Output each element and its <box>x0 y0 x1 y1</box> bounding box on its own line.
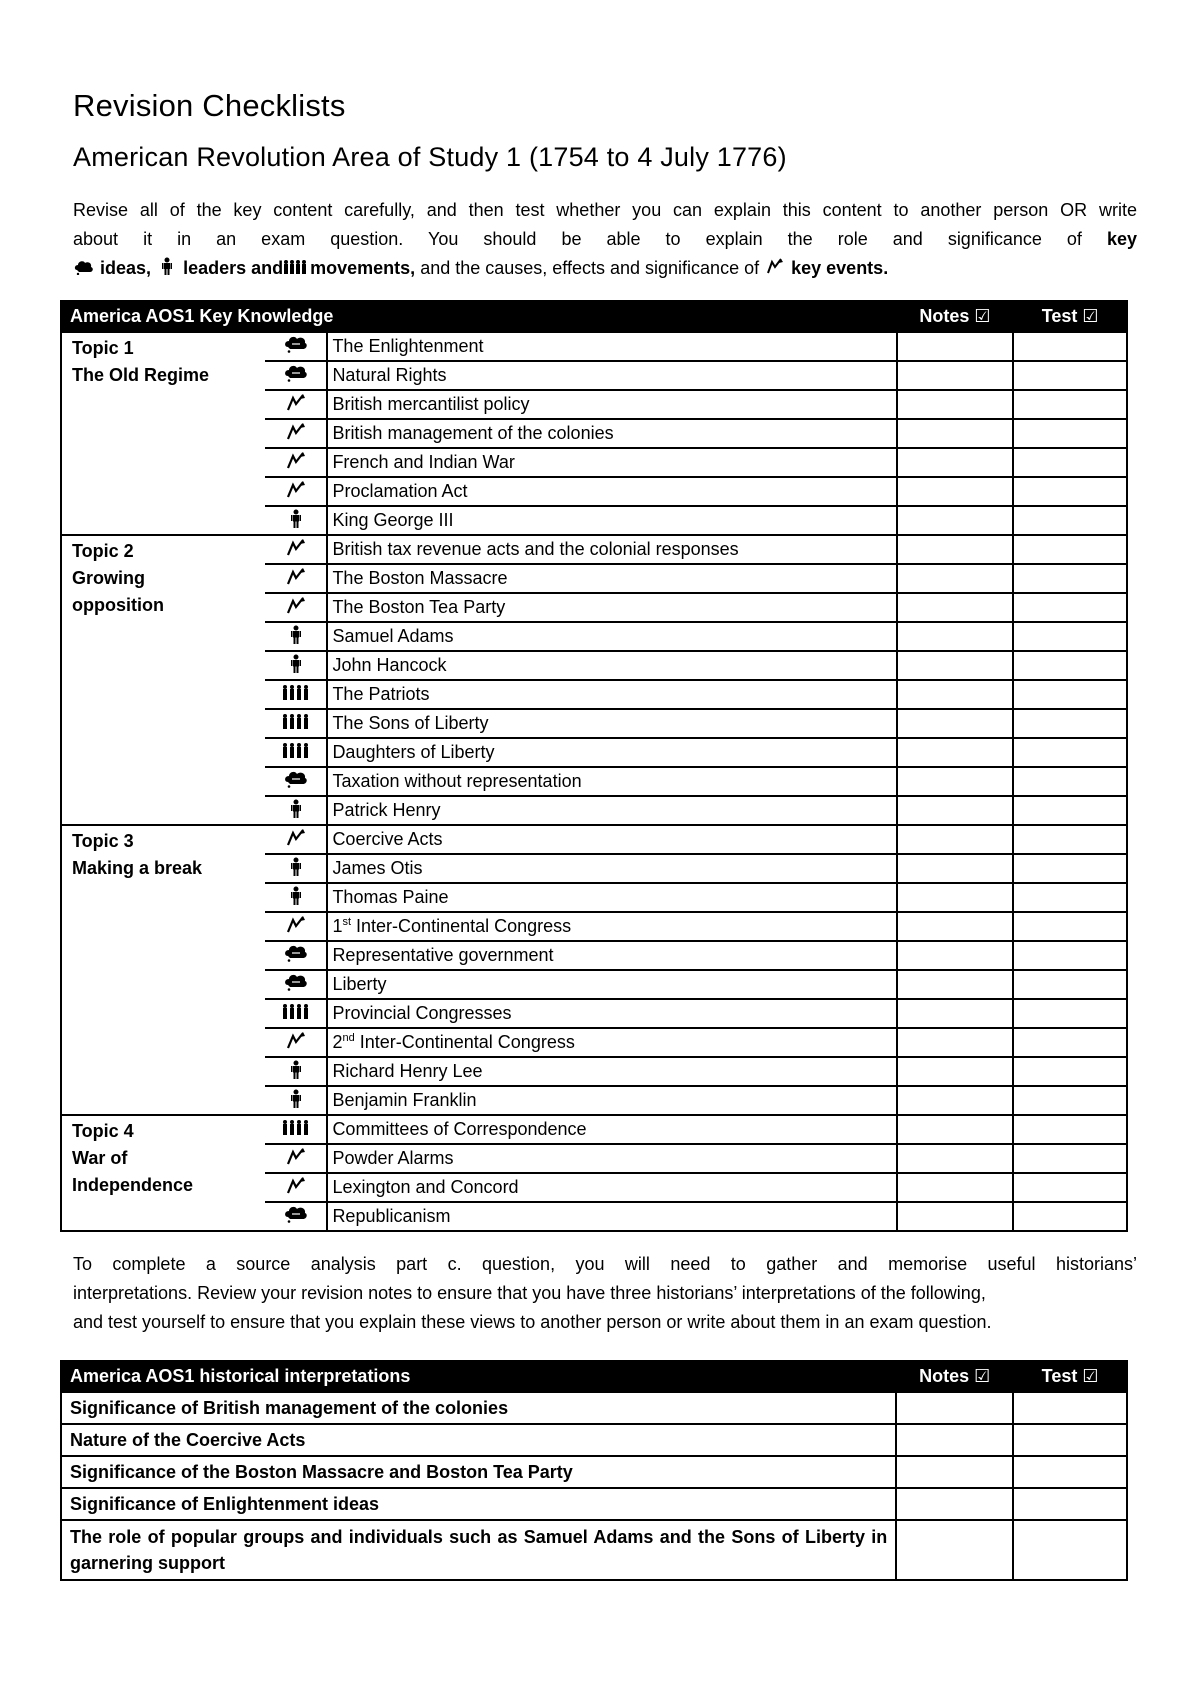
item-text: The Boston Tea Party <box>332 597 506 617</box>
topic-label-line: Topic 1 <box>72 338 134 358</box>
event-icon <box>265 390 328 419</box>
test-checkbox-cell[interactable] <box>1013 1202 1127 1231</box>
item-text: Lexington and Concord <box>332 1177 519 1197</box>
interpretation-item: Significance of Enlightenment ideas <box>61 1488 896 1520</box>
table-row <box>61 332 1127 361</box>
ideas-icon <box>265 1202 328 1231</box>
test-checkbox-cell[interactable] <box>1013 1173 1127 1202</box>
interpretations-body <box>61 1392 1127 1580</box>
leader-icon <box>265 506 328 535</box>
leader-icon <box>265 1086 328 1115</box>
movement-icon <box>265 1115 328 1144</box>
notes-checkbox-cell[interactable] <box>897 593 1014 622</box>
item-ordinal-suffix: st <box>342 916 352 928</box>
checklist-item <box>327 912 896 941</box>
test-header: Test ☑ <box>1013 1361 1127 1392</box>
ideas-icon <box>265 361 328 390</box>
item-text: Richard Henry Lee <box>332 1061 483 1081</box>
notes-checkbox-cell[interactable] <box>896 1456 1013 1488</box>
checklist-item <box>327 390 896 419</box>
key-knowledge-table <box>60 300 1128 1232</box>
table-row <box>61 1520 1127 1580</box>
notes-checkbox-cell[interactable] <box>897 680 1014 709</box>
checklist-item <box>327 767 896 796</box>
notes-checkbox-cell[interactable] <box>897 535 1014 564</box>
notes-checkbox-cell[interactable] <box>897 767 1014 796</box>
event-icon <box>265 912 328 941</box>
item-text: Taxation without representation <box>332 771 582 791</box>
para2-line-3: and test yourself to ensure that you explain these views to another person or write about them in an exam question. <box>73 1312 992 1332</box>
checklist-item <box>327 448 896 477</box>
test-checkbox-cell[interactable] <box>1013 1520 1127 1580</box>
ideas-icon <box>265 941 328 970</box>
notes-checkbox-cell[interactable] <box>897 970 1014 999</box>
test-checkbox-cell[interactable] <box>1013 593 1127 622</box>
checklist-item <box>327 622 896 651</box>
event-icon <box>265 535 328 564</box>
checklist-item <box>327 1028 896 1057</box>
ideas-icon <box>265 332 328 361</box>
test-checkbox-cell[interactable] <box>1013 680 1127 709</box>
topic-label-line: Topic 2 <box>72 541 134 561</box>
item-text: Representative government <box>332 945 554 965</box>
checklist-item <box>327 825 896 854</box>
test-checkbox-cell[interactable] <box>1013 535 1127 564</box>
topic-label-line: The Old Regime <box>72 365 210 385</box>
event-icon <box>265 825 328 854</box>
item-text: British management of the colonies <box>332 423 614 443</box>
notes-checkbox-cell[interactable] <box>897 390 1014 419</box>
table-row <box>61 535 1127 564</box>
leader-icon <box>265 651 328 680</box>
notes-header: Notes ☑ <box>897 301 1014 332</box>
interpretation-item: Nature of the Coercive Acts <box>61 1424 896 1456</box>
item-text: Thomas Paine <box>332 887 449 907</box>
item-text: Benjamin Franklin <box>332 1090 477 1110</box>
interpretation-item: Significance of the Boston Massacre and Boston Tea Party <box>61 1456 896 1488</box>
event-icon <box>265 419 328 448</box>
item-text: French and Indian War <box>332 452 515 472</box>
item-text: Samuel Adams <box>332 626 454 646</box>
item-text: The Sons of Liberty <box>332 713 489 733</box>
table-row <box>61 1392 1127 1424</box>
notes-checkbox-cell[interactable] <box>897 1202 1014 1231</box>
event-icon <box>265 1144 328 1173</box>
notes-checkbox-cell[interactable] <box>897 506 1014 535</box>
table-row <box>61 1115 1127 1144</box>
item-text: Inter-Continental Congress <box>359 1032 575 1052</box>
test-checkbox-cell[interactable] <box>1013 999 1127 1028</box>
ideas-icon <box>265 767 328 796</box>
test-checkbox-cell[interactable] <box>1013 883 1127 912</box>
test-checkbox-cell[interactable] <box>1013 651 1127 680</box>
event-icon <box>265 593 328 622</box>
notes-checkbox-cell[interactable] <box>897 1173 1014 1202</box>
topic-label <box>61 535 265 825</box>
item-text: Committees of Correspondence <box>332 1119 587 1139</box>
test-checkbox-cell[interactable] <box>1013 912 1127 941</box>
test-checkbox-cell[interactable] <box>1013 506 1127 535</box>
checklist-item <box>327 1115 896 1144</box>
item-text: The Boston Massacre <box>332 568 508 588</box>
checklist-item <box>327 1202 896 1231</box>
page-title: Revision Checklists <box>73 88 346 123</box>
test-checkbox-cell[interactable] <box>1013 1144 1127 1173</box>
item-text: Coercive Acts <box>332 829 443 849</box>
intro-line-2: about it in an exam question. You should be able to explain the role and significance of key <box>73 229 1137 249</box>
checklist-item <box>327 506 896 535</box>
notes-checkbox-cell[interactable] <box>897 709 1014 738</box>
intro-paragraph <box>73 196 1137 283</box>
event-icon <box>265 477 328 506</box>
table-row <box>61 1424 1127 1456</box>
checklist-item <box>327 477 896 506</box>
notes-checkbox-cell[interactable] <box>896 1424 1013 1456</box>
movement-icon <box>265 680 328 709</box>
notes-checkbox-cell[interactable] <box>897 477 1014 506</box>
checklist-item <box>327 796 896 825</box>
notes-header: Notes ☑ <box>896 1361 1013 1392</box>
movement-icon <box>265 999 328 1028</box>
checklist-item <box>327 1057 896 1086</box>
item-ordinal-suffix: nd <box>342 1032 355 1044</box>
test-checkbox-cell[interactable] <box>1013 738 1127 767</box>
event-icon <box>265 448 328 477</box>
key-knowledge-body <box>61 332 1127 1231</box>
checklist-item <box>327 419 896 448</box>
notes-checkbox-cell[interactable] <box>897 1086 1014 1115</box>
test-checkbox-cell[interactable] <box>1013 332 1127 361</box>
leader-icon <box>156 255 178 284</box>
item-ordinal: 1 <box>332 916 343 936</box>
item-text: British tax revenue acts and the colonial responses <box>332 539 739 559</box>
test-checkbox-cell[interactable] <box>1013 477 1127 506</box>
movement-icon <box>283 255 305 284</box>
notes-checkbox-cell[interactable] <box>897 332 1014 361</box>
topic-label-line: Independence <box>72 1175 194 1195</box>
checklist-item <box>327 883 896 912</box>
table-row <box>61 1488 1127 1520</box>
item-text: The Patriots <box>332 684 430 704</box>
item-text: Republicanism <box>332 1206 451 1226</box>
event-icon <box>265 564 328 593</box>
checklist-item <box>327 709 896 738</box>
interpretations-table <box>60 1360 1128 1581</box>
test-header: Test ☑ <box>1013 301 1127 332</box>
test-checkbox-cell[interactable] <box>1013 767 1127 796</box>
checklist-item <box>327 970 896 999</box>
test-checkbox-cell[interactable] <box>1013 419 1127 448</box>
test-checkbox-cell[interactable] <box>1013 1086 1127 1115</box>
notes-checkbox-cell[interactable] <box>896 1488 1013 1520</box>
test-checkbox-cell[interactable] <box>1013 709 1127 738</box>
checklist-item <box>327 651 896 680</box>
notes-checkbox-cell[interactable] <box>897 883 1014 912</box>
table-row <box>61 1456 1127 1488</box>
leader-icon <box>265 854 328 883</box>
test-checkbox-cell[interactable] <box>1013 941 1127 970</box>
notes-checkbox-cell[interactable] <box>897 448 1014 477</box>
movement-icon <box>265 738 328 767</box>
item-text: Proclamation Act <box>332 481 468 501</box>
test-checkbox-cell[interactable] <box>1013 1115 1127 1144</box>
checklist-item <box>327 680 896 709</box>
checklist-item <box>327 1086 896 1115</box>
topic-label <box>61 825 265 1115</box>
test-checkbox-cell[interactable] <box>1013 448 1127 477</box>
checklist-item <box>327 738 896 767</box>
checklist-item <box>327 535 896 564</box>
test-checkbox-cell[interactable] <box>1013 1424 1127 1456</box>
leader-icon <box>265 883 328 912</box>
item-ordinal: 2 <box>332 1032 343 1052</box>
checklist-item <box>327 854 896 883</box>
test-checkbox-cell[interactable] <box>1013 1456 1127 1488</box>
item-text: Natural Rights <box>332 365 447 385</box>
notes-checkbox-cell[interactable] <box>896 1392 1013 1424</box>
intro-line-1: Revise all of the key content carefully, and then test whether you can explain this content to another person OR write <box>73 200 1137 220</box>
event-icon <box>265 1028 328 1057</box>
test-checkbox-cell[interactable] <box>1013 854 1127 883</box>
topic-label-line: Making a break <box>72 858 203 878</box>
interpretation-item: Significance of British management of the colonies <box>61 1392 896 1424</box>
movement-icon <box>265 709 328 738</box>
notes-checkbox-cell[interactable] <box>897 912 1014 941</box>
para2-line-1: To complete a source analysis part c. question, you will need to gather and memorise useful historians’ <box>73 1254 1137 1274</box>
test-checkbox-cell[interactable] <box>1013 1028 1127 1057</box>
notes-checkbox-cell[interactable] <box>897 854 1014 883</box>
notes-checkbox-cell[interactable] <box>897 825 1014 854</box>
item-text: Powder Alarms <box>332 1148 454 1168</box>
notes-checkbox-cell[interactable] <box>897 941 1014 970</box>
checklist-item <box>327 1144 896 1173</box>
test-checkbox-cell[interactable] <box>1013 564 1127 593</box>
leader-icon <box>265 1057 328 1086</box>
test-checkbox-cell[interactable] <box>1013 1392 1127 1424</box>
topic-label <box>61 1115 265 1231</box>
checklist-item <box>327 999 896 1028</box>
item-text: Provincial Congresses <box>332 1003 512 1023</box>
notes-checkbox-cell[interactable] <box>897 796 1014 825</box>
notes-checkbox-cell[interactable] <box>897 651 1014 680</box>
checklist-item <box>327 941 896 970</box>
checklist-item <box>327 332 896 361</box>
topic-label-line: Topic 4 <box>72 1121 134 1141</box>
interpretations-header: America AOS1 historical interpretations <box>61 1361 896 1392</box>
item-text: King George III <box>332 510 454 530</box>
table-row <box>61 825 1127 854</box>
notes-checkbox-cell[interactable] <box>897 622 1014 651</box>
test-checkbox-cell[interactable] <box>1013 390 1127 419</box>
checklist-item <box>327 564 896 593</box>
item-text: The Enlightenment <box>332 336 484 356</box>
item-text: Patrick Henry <box>332 800 441 820</box>
intro-line-3: ideas, leaders and movements, and the causes, effects and significance of key events. <box>73 254 1137 283</box>
notes-checkbox-cell[interactable] <box>897 419 1014 448</box>
topic-label-line: Topic 3 <box>72 831 134 851</box>
notes-checkbox-cell[interactable] <box>897 361 1014 390</box>
interpretations-header-row <box>61 1361 1127 1392</box>
item-text: Liberty <box>332 974 387 994</box>
test-checkbox-cell[interactable] <box>1013 970 1127 999</box>
topic-label-line: War of <box>72 1148 128 1168</box>
notes-checkbox-cell[interactable] <box>897 1028 1014 1057</box>
item-text: British mercantilist policy <box>332 394 530 414</box>
topic-label <box>61 332 265 535</box>
notes-checkbox-cell[interactable] <box>897 1144 1014 1173</box>
item-text: Daughters of Liberty <box>332 742 495 762</box>
notes-checkbox-cell[interactable] <box>896 1520 1013 1580</box>
item-text: John Hancock <box>332 655 447 675</box>
topic-label-line: Growing <box>72 568 145 588</box>
page-subtitle: American Revolution Area of Study 1 (1754 to 4 July 1776) <box>73 142 787 172</box>
notes-checkbox-cell[interactable] <box>897 999 1014 1028</box>
item-text: James Otis <box>332 858 423 878</box>
para2-line-2: interpretations. Review your revision notes to ensure that you have three historians’ interpretations of the following, <box>73 1283 986 1303</box>
notes-checkbox-cell[interactable] <box>897 1057 1014 1086</box>
test-checkbox-cell[interactable] <box>1013 796 1127 825</box>
ideas-icon <box>265 970 328 999</box>
checklist-item <box>327 1173 896 1202</box>
key-knowledge-header-row <box>61 301 1127 332</box>
interpretations-paragraph <box>73 1250 1137 1337</box>
checklist-item <box>327 361 896 390</box>
key-knowledge-header: America AOS1 Key Knowledge <box>61 301 897 332</box>
test-checkbox-cell[interactable] <box>1013 825 1127 854</box>
notes-checkbox-cell[interactable] <box>897 738 1014 767</box>
test-checkbox-cell[interactable] <box>1013 361 1127 390</box>
topic-label-line: opposition <box>72 595 164 615</box>
test-checkbox-cell[interactable] <box>1013 622 1127 651</box>
item-text: Inter-Continental Congress <box>356 916 572 936</box>
checklist-item <box>327 593 896 622</box>
notes-checkbox-cell[interactable] <box>897 1115 1014 1144</box>
notes-checkbox-cell[interactable] <box>897 564 1014 593</box>
test-checkbox-cell[interactable] <box>1013 1057 1127 1086</box>
interpretation-item: The role of popular groups and individuals such as Samuel Adams and the Sons of Liberty in garnering support <box>61 1520 896 1580</box>
ideas-icon <box>73 255 95 284</box>
event-icon <box>764 255 786 284</box>
event-icon <box>265 1173 328 1202</box>
leader-icon <box>265 796 328 825</box>
test-checkbox-cell[interactable] <box>1013 1488 1127 1520</box>
leader-icon <box>265 622 328 651</box>
